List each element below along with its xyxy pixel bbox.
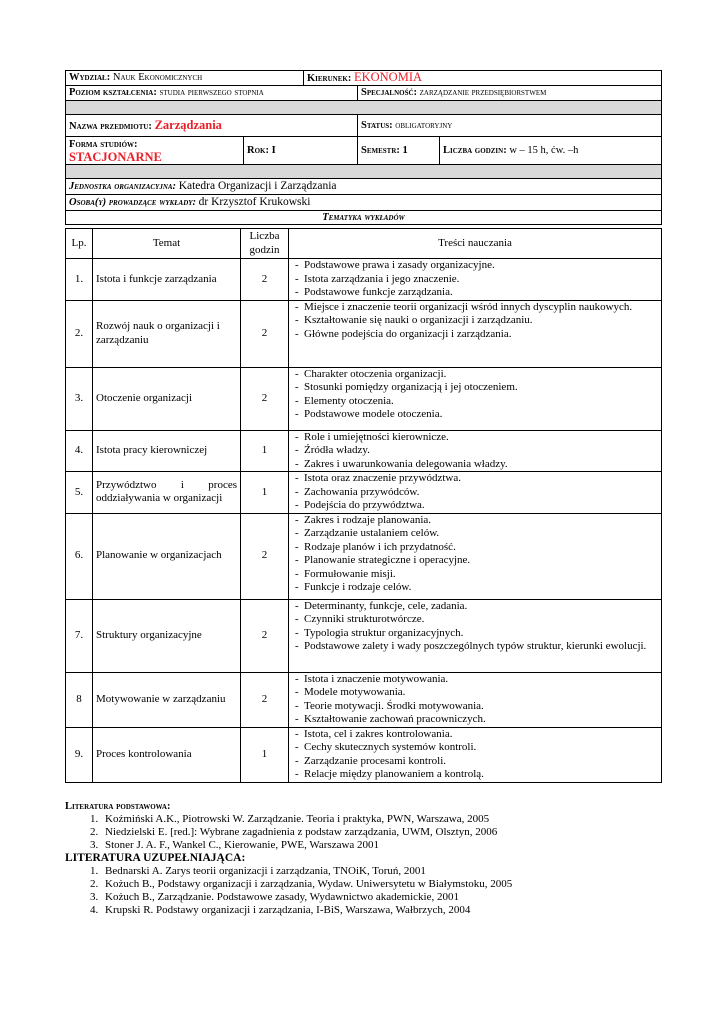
row-lp: 5. — [66, 472, 93, 514]
forma-label: Forma studiów: — [69, 138, 138, 150]
godzin-label: Liczba godzin: — [443, 144, 507, 156]
przedmiot-value: Zarządzania — [154, 117, 222, 132]
tresci-item: - Źródła władzy. — [292, 444, 658, 458]
row-godzin: 2 — [241, 259, 289, 301]
row-temat: Istota pracy kierowniczej — [93, 430, 241, 472]
row-temat: Struktury organizacyjne — [93, 599, 241, 672]
rok-cell — [244, 137, 358, 165]
literatura-uzupelniajaca-title: LITERATURA UZUPEŁNIAJĄCA: — [65, 852, 246, 864]
tresci-item: - Istota, cel i zakres kontrolowania. — [292, 728, 658, 742]
literatura-podstawowa-list — [65, 813, 665, 852]
forma-value: STACJONARNE — [69, 149, 162, 164]
przedmiot-label: Nazwa przedmiotu: — [69, 120, 152, 132]
godzin-cell — [440, 137, 662, 165]
poziom-value: studia pierwszego stopnia — [159, 87, 264, 98]
shaded-separator — [66, 101, 662, 115]
rok-label: Rok: — [247, 144, 269, 156]
row-tresci — [289, 259, 662, 301]
row-tresci — [289, 599, 662, 672]
row-lp: 6. — [66, 513, 93, 599]
tresci-item: - Charakter otoczenia organizacji. — [292, 368, 658, 382]
col-tresci-header: Treści nauczania — [289, 229, 662, 259]
row-lp: 1. — [66, 259, 93, 301]
tresci-item: - Planowanie strategiczne i operacyjne. — [292, 554, 658, 568]
tresci-item: - Zakres i uwarunkowania delegowania władzy. — [292, 458, 658, 472]
poziom-label: Poziom kształcenia: — [69, 87, 157, 98]
tresci-item: - Zachowania przywódców. — [292, 486, 658, 500]
tresci-item: - Role i umiejętności kierownicze. — [292, 431, 658, 445]
col-godzin-header: Liczba godzin — [241, 229, 289, 259]
row-temat: Motywowanie w zarządzaniu — [93, 672, 241, 727]
literature-section — [65, 800, 665, 917]
row-tresci — [289, 472, 662, 514]
literatura-uzupelniajaca-list — [65, 865, 665, 917]
row-tresci — [289, 430, 662, 472]
table-row — [66, 472, 662, 514]
row-tresci — [289, 513, 662, 599]
row-lp: 8 — [66, 672, 93, 727]
godzin-value: w – 15 h, ćw. –h — [509, 144, 579, 156]
tresci-item: - Podstawowe zalety i wady poszczególnych typów struktur, kierunki ewolucji. — [292, 640, 658, 654]
wydzial-label: Wydział: — [69, 72, 111, 83]
row-godzin: 1 — [241, 727, 289, 782]
tresci-item: - Istota oraz znaczenie przywództwa. — [292, 472, 658, 486]
row-temat: Przywództwo i proces oddziaływania w organizacji — [93, 472, 241, 514]
table-row — [66, 430, 662, 472]
topics-table — [65, 228, 662, 783]
tresci-item: - Formułowanie misji. — [292, 568, 658, 582]
tematyka-title: Tematyka wykładów — [322, 211, 405, 223]
tresci-item: - Podstawowe funkcje zarządzania. — [292, 286, 658, 300]
status-value: obligatoryjny — [395, 119, 453, 131]
col-temat-header: Temat — [93, 229, 241, 259]
tresci-item: - Zakres i rodzaje planowania. — [292, 514, 658, 528]
semestr-value: 1 — [402, 144, 408, 156]
tresci-item: - Funkcje i rodzaje celów. — [292, 581, 658, 595]
row-lp: 7. — [66, 599, 93, 672]
wydzial-cell — [66, 71, 304, 86]
jednostka-value: Katedra Organizacji i Zarządzania — [178, 180, 337, 192]
tresci-list — [292, 514, 658, 595]
kierunek-label: Kierunek: — [307, 73, 352, 84]
tresci-item: - Typologia struktur organizacyjnych. — [292, 627, 658, 641]
tematyka-cell — [66, 211, 662, 225]
literature-item: 3. Stoner J. A. F., Wankel C., Kierowanie, PWE, Warszawa 2001 — [101, 839, 665, 852]
row-godzin: 2 — [241, 599, 289, 672]
row-tresci — [289, 300, 662, 367]
row-temat: Planowanie w organizacjach — [93, 513, 241, 599]
row-temat: Istota i funkcje zarządzania — [93, 259, 241, 301]
specjalnosc-cell — [358, 86, 662, 101]
semestr-label: Semestr: — [361, 144, 400, 156]
literatura-podstawowa-title: Literatura podstawowa: — [65, 801, 171, 812]
row-temat: Proces kontrolowania — [93, 727, 241, 782]
specjalnosc-value: zarządzanie przedsiębiorstwem — [419, 87, 547, 98]
osoba-value: dr Krzysztof Krukowski — [198, 196, 311, 208]
przedmiot-cell — [66, 115, 358, 137]
tresci-item: - Modele motywowania. — [292, 686, 658, 700]
row-tresci — [289, 367, 662, 430]
table-row — [66, 727, 662, 782]
table-row — [66, 300, 662, 367]
row-lp: 4. — [66, 430, 93, 472]
tresci-item: - Zarządzanie ustalaniem celów. — [292, 527, 658, 541]
status-label: Status: — [361, 119, 393, 131]
wydzial-value: Nauk Ekonomicznych — [112, 72, 203, 83]
literature-item: 1. Koźmiński A.K., Piotrowski W. Zarządzanie. Teoria i praktyka, PWN, Warszawa, 2005 — [101, 813, 665, 826]
specjalnosc-label: Specjalność: — [361, 87, 418, 98]
kierunek-value: EKONOMIA — [353, 70, 423, 84]
tresci-item: - Rodzaje planów i ich przydatność. — [292, 541, 658, 555]
table-row — [66, 513, 662, 599]
row-godzin: 2 — [241, 300, 289, 367]
tresci-list — [292, 673, 658, 727]
tresci-list — [292, 728, 658, 782]
tresci-item: - Główne podejścia do organizacji i zarządzania. — [292, 328, 658, 342]
tresci-item: - Podstawowe prawa i zasady organizacyjne. — [292, 259, 658, 273]
row-lp: 3. — [66, 367, 93, 430]
literature-item: 1. Bednarski A. Zarys teorii organizacji i zarządzania, TNOiK, Toruń, 2001 — [101, 865, 665, 878]
tresci-item: - Stosunki pomiędzy organizacją i jej otoczeniem. — [292, 381, 658, 395]
row-temat: Rozwój nauk o organizacji i zarządzaniu — [93, 300, 241, 367]
row-godzin: 2 — [241, 672, 289, 727]
status-cell — [358, 115, 662, 137]
row-temat: Otoczenie organizacji — [93, 367, 241, 430]
row-godzin: 2 — [241, 367, 289, 430]
jednostka-label: Jednostka organizacyjna: — [69, 181, 177, 192]
tresci-item: - Elementy otoczenia. — [292, 395, 658, 409]
tresci-list — [292, 301, 658, 342]
tresci-item: - Kształtowanie się nauki o organizacji i zarządzaniu. — [292, 314, 658, 328]
table-row — [66, 599, 662, 672]
tresci-item: - Podstawowe modele otoczenia. — [292, 408, 658, 422]
tresci-list — [292, 259, 658, 300]
tresci-item: - Kształtowanie zachowań pracowniczych. — [292, 713, 658, 727]
tresci-item: - Zarządzanie procesami kontroli. — [292, 755, 658, 769]
jednostka-cell — [66, 179, 662, 195]
table-row — [66, 672, 662, 727]
osoba-label: Osoba(y) prowadzące wykłady: — [69, 197, 197, 208]
osoba-cell — [66, 195, 662, 211]
tresci-item: - Czynniki strukturotwórcze. — [292, 613, 658, 627]
table-row — [66, 259, 662, 301]
tresci-list — [292, 431, 658, 472]
row-godzin: 1 — [241, 430, 289, 472]
literature-item: 2. Niedzielski E. [red.]: Wybrane zagadnienia z podstaw zarządzania, UWM, Olsztyn, 2006 — [101, 826, 665, 839]
tresci-item: - Istota i znaczenie motywowania. — [292, 673, 658, 687]
tresci-item: - Podejścia do przywództwa. — [292, 499, 658, 513]
col-lp-header: Lp. — [66, 229, 93, 259]
kierunek-cell — [304, 71, 662, 86]
semestr-cell — [358, 137, 440, 165]
tresci-item: - Relacje między planowaniem a kontrolą. — [292, 768, 658, 782]
literature-item: 3. Kożuch B., Zarządzanie. Podstawowe zasady, Wydawnictwo akademickie, 2001 — [101, 891, 665, 904]
poziom-cell — [66, 86, 358, 101]
forma-cell — [66, 137, 244, 165]
course-header-table — [65, 70, 662, 225]
tresci-item: - Miejsce i znaczenie teorii organizacji wśród innych dyscyplin naukowych. — [292, 301, 658, 315]
row-tresci — [289, 672, 662, 727]
row-lp: 2. — [66, 300, 93, 367]
tresci-item: - Istota zarządzania i jego znaczenie. — [292, 273, 658, 287]
tresci-item: - Cechy skutecznych systemów kontroli. — [292, 741, 658, 755]
tresci-item: - Determinanty, funkcje, cele, zadania. — [292, 600, 658, 614]
tresci-item: - Teorie motywacji. Środki motywowania. — [292, 700, 658, 714]
literature-item: 2. Kożuch B., Podstawy organizacji i zarządzania, Wydaw. Uniwersytetu w Białymstoku, 2005 — [101, 878, 665, 891]
row-godzin: 1 — [241, 472, 289, 514]
table-row — [66, 367, 662, 430]
literature-item: 4. Krupski R. Podstawy organizacji i zarządzania, I-BiS, Warszawa, Wałbrzych, 2004 — [101, 904, 665, 917]
row-tresci — [289, 727, 662, 782]
tresci-list — [292, 600, 658, 654]
row-lp: 9. — [66, 727, 93, 782]
row-godzin: 2 — [241, 513, 289, 599]
tresci-list — [292, 368, 658, 422]
rok-value: I — [271, 144, 276, 156]
shaded-separator — [66, 165, 662, 179]
tresci-list — [292, 472, 658, 513]
